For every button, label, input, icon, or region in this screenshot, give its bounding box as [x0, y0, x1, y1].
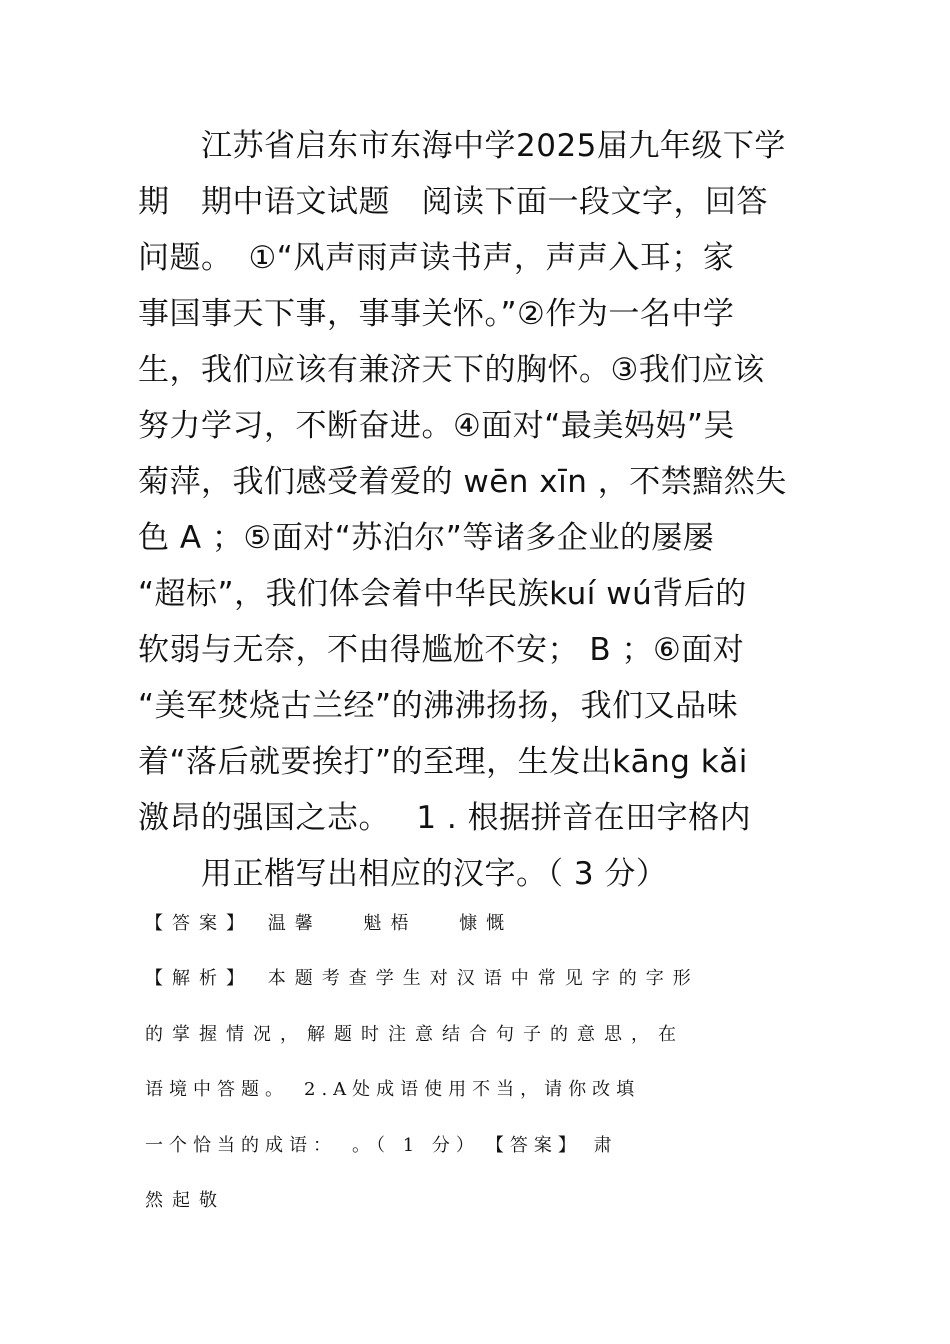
passage-line: 事国事天下事，事事关怀。”②作为一名中学	[138, 296, 735, 332]
passage-line: 着“落后就要挨打”的至理，生发出kāng kǎi	[138, 744, 748, 780]
passage-line: 色 A ；⑤面对“苏泊尔”等诸多企业的屡屡	[138, 520, 715, 556]
passage-line: 江苏省启东市东海中学2025届九年级下学	[138, 128, 786, 164]
passage-line: 期 期中语文试题 阅读下面一段文字，回答	[138, 184, 768, 220]
passage-line: 问题。 ①“风声雨声读书声，声声入耳；家	[138, 240, 735, 276]
passage-line: 努力学习，不断奋进。④面对“最美妈妈”吴	[138, 408, 735, 444]
analysis-line: 的掌握情况，解题时注意结合句子的意思，在	[145, 1024, 685, 1045]
question-line: 语境中答题。 2.A处成语使用不当，请你改填	[145, 1079, 641, 1100]
question-line: 一个恰当的成语： 。（ 1 分） 【答案】 肃	[145, 1135, 618, 1156]
passage-line: “超标”，我们体会着中华民族kuí wú背后的	[138, 576, 747, 612]
passage-line: “美军焚烧古兰经”的沸沸扬扬，我们又品味	[138, 688, 739, 724]
answer-line: 【答案】 温馨 魁梧 慷慨	[145, 913, 514, 934]
analysis-line: 【解析】 本题考查学生对汉语中常见字的字形	[145, 968, 700, 989]
passage-line: 激昂的强国之志。 1 . 根据拼音在田字格内	[138, 800, 752, 836]
passage-line: 生，我们应该有兼济天下的胸怀。③我们应该	[138, 352, 765, 388]
passage-line: 软弱与无奈，不由得尴尬不安； B ；⑥面对	[138, 632, 745, 668]
question-line: 用正楷写出相应的汉字。（ 3 分）	[138, 856, 668, 892]
passage-line: 菊萍，我们感受着爱的 wēn xīn ，不禁黯然失	[138, 464, 787, 500]
answer-line: 然起敬	[145, 1190, 226, 1211]
